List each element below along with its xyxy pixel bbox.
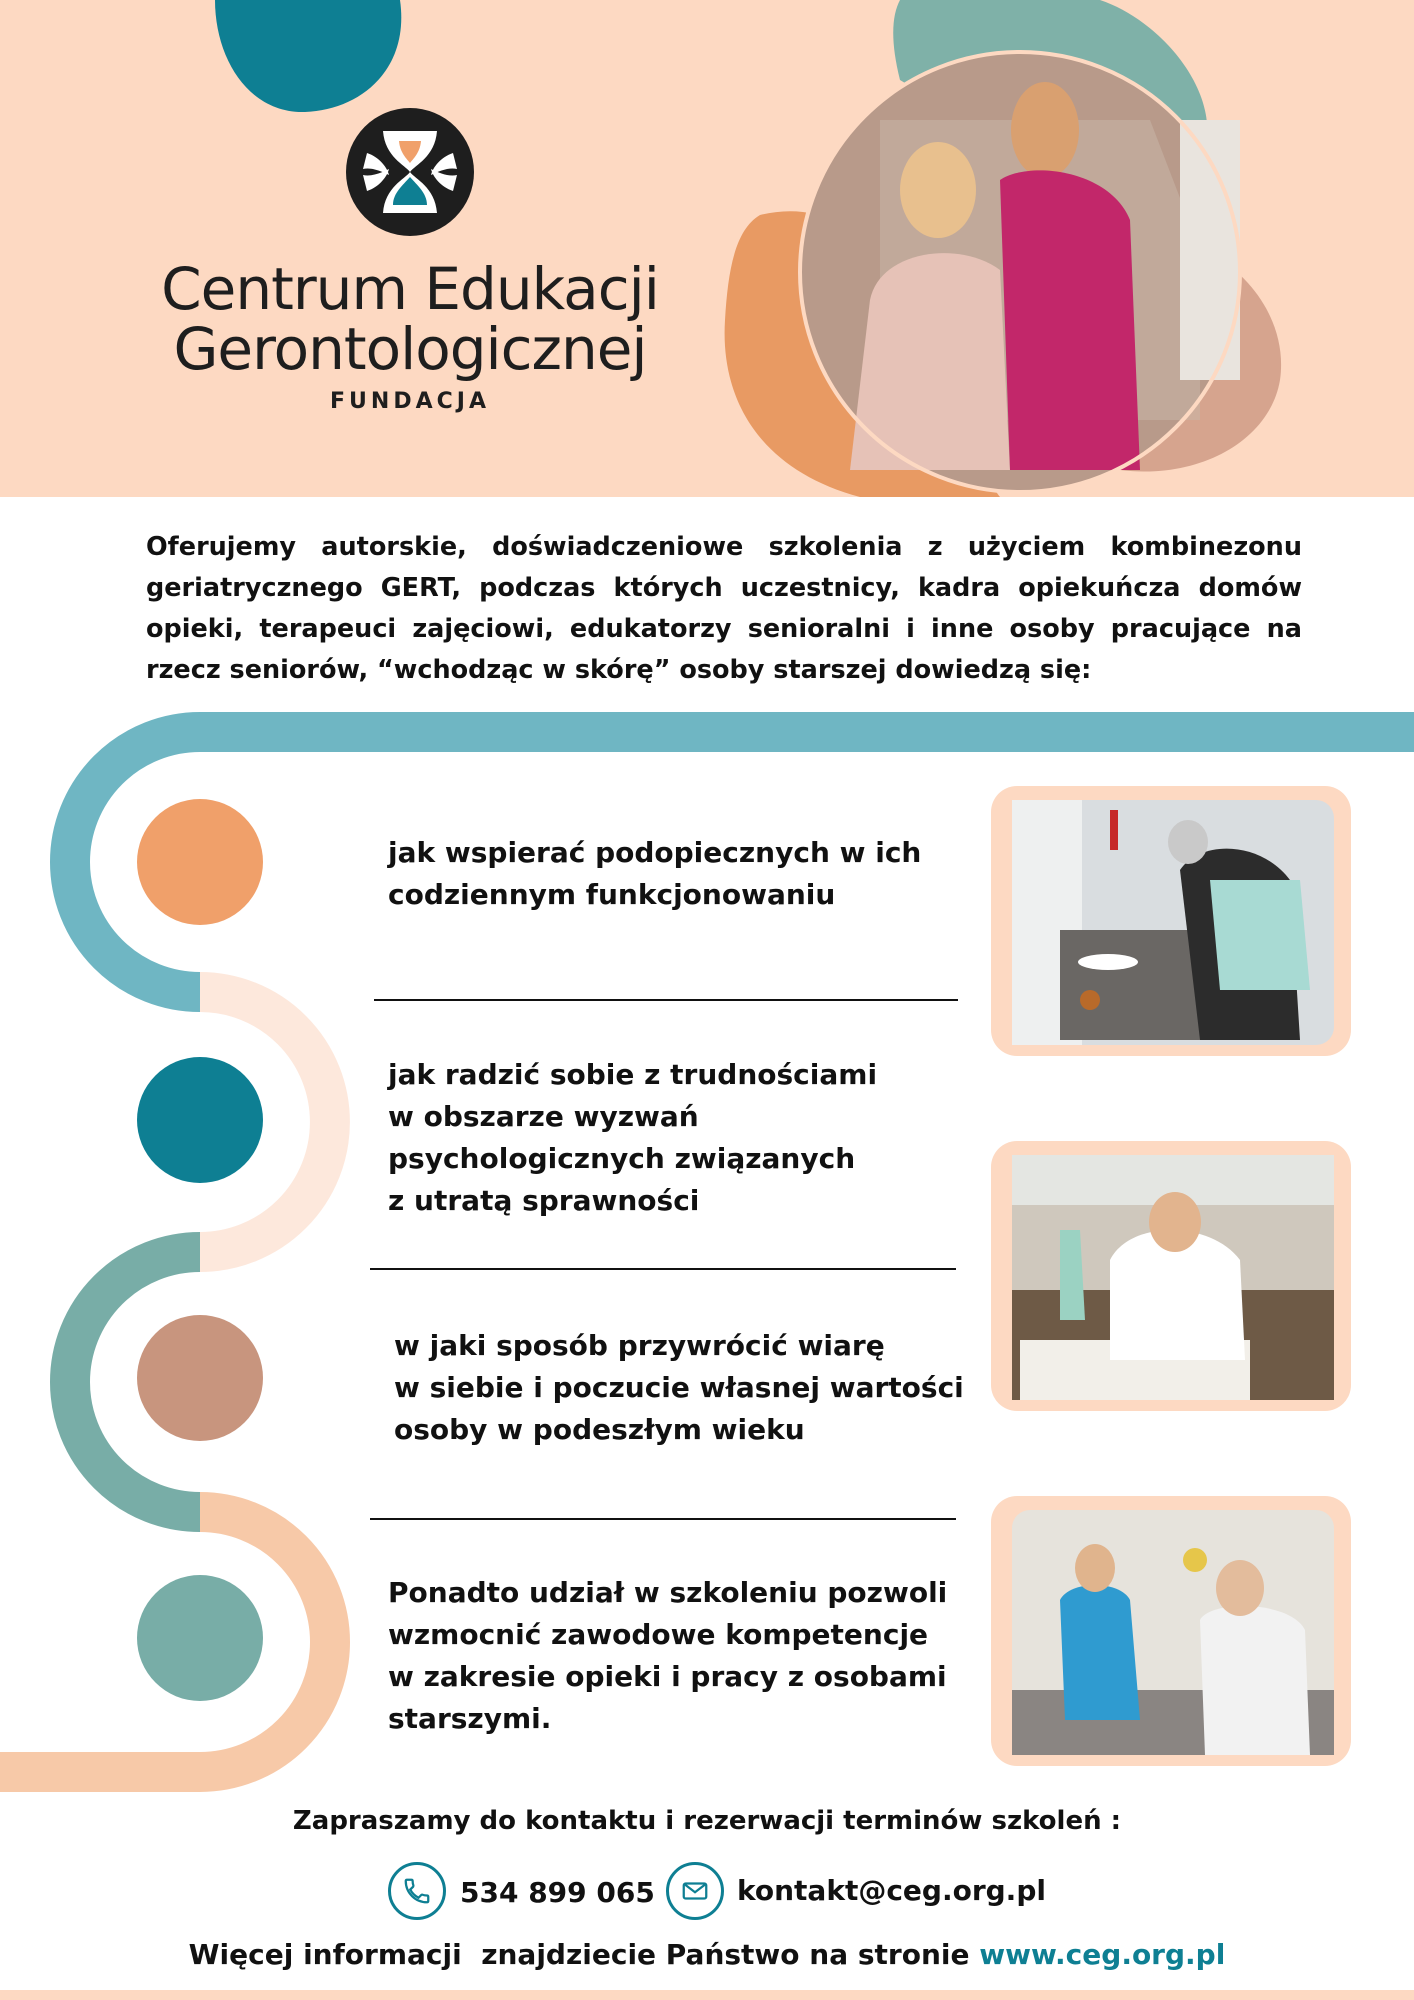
- item-divider-3: [370, 1518, 956, 1520]
- website-link[interactable]: www.ceg.org.pl: [979, 1938, 1226, 1971]
- email-address[interactable]: kontakt@ceg.org.pl: [737, 1874, 1046, 1907]
- brand-logo: [150, 105, 670, 414]
- item-divider-1: [374, 999, 958, 1001]
- bullet-1: [137, 799, 263, 925]
- benefit-1-line: codziennym funkcjonowaniu: [388, 878, 836, 911]
- top-teal-bar: [200, 712, 1414, 752]
- benefit-1-line: jak wspierać podopiecznych w ich: [388, 836, 922, 869]
- bullet-4: [137, 1575, 263, 1701]
- benefit-4-line: w zakresie opieki i pracy z osobami: [388, 1660, 947, 1693]
- bottom-peach-bar: [0, 1752, 200, 1792]
- hourglass-emblem-icon: [343, 105, 477, 239]
- phone-icon[interactable]: [388, 1862, 446, 1920]
- benefit-item-4: [388, 1572, 968, 1740]
- item-divider-2: [370, 1268, 956, 1270]
- benefit-item-1: [388, 832, 948, 916]
- benefit-3-line: w jaki sposób przywrócić wiarę: [394, 1329, 885, 1362]
- benefit-2-line: w obszarze wyzwań: [388, 1100, 699, 1133]
- benefit-4-line: wzmocnić zawodowe kompetencje: [388, 1618, 929, 1651]
- more-info-line: [0, 1938, 1414, 1971]
- benefit-2-line: jak radzić sobie z trudnościami: [388, 1058, 878, 1091]
- contact-row: [388, 1858, 1088, 1928]
- contact-cta: Zapraszamy do kontaktu i rezerwacji terminów szkoleń :: [292, 1806, 1122, 1836]
- brand-name-line1: Centrum Edukacji: [161, 255, 659, 323]
- benefit-item-2: [388, 1054, 948, 1222]
- benefit-2-line: psychologicznych związanych: [388, 1142, 856, 1175]
- benefit-3-line: w siebie i poczucie własnej wartości: [394, 1371, 964, 1404]
- intro-paragraph: Oferujemy autorskie, doświadczeniowe szkolenia z użyciem kombinezonu geriatrycznego GERT, podczas których uczestnicy, kadra opiekuńcza domów opieki, terapeuci zajęciowi, edukatorzy senioralni i inne osoby pracujące na rzecz seniorów, “wchodząc w skórę” osoby starszej dowiedzą się:: [146, 532, 1302, 685]
- benefit-4-line: Ponadto udział w szkoleniu pozwoli: [388, 1576, 948, 1609]
- training-photo-3: [1012, 1510, 1334, 1755]
- bottom-bar: [0, 1990, 1414, 2000]
- envelope-icon[interactable]: [666, 1862, 724, 1920]
- benefit-item-3: [394, 1325, 974, 1451]
- benefit-3-line: osoby w podeszłym wieku: [394, 1413, 805, 1446]
- brand-name-line2: Gerontologicznej: [173, 315, 647, 383]
- teal-blob: [215, 0, 401, 112]
- benefit-4-line: starszymi.: [388, 1702, 552, 1735]
- brand-subtitle: FUNDACJA: [330, 389, 490, 414]
- bullet-2: [137, 1057, 263, 1183]
- phone-number[interactable]: 534 899 065: [460, 1876, 655, 1909]
- bullet-3: [137, 1315, 263, 1441]
- training-photo-2: [1012, 1155, 1334, 1400]
- benefit-2-line: z utratą sprawności: [388, 1184, 700, 1217]
- more-info-text: Więcej informacji znajdziecie Państwo na stronie: [188, 1938, 980, 1971]
- training-photo-1: [1012, 800, 1334, 1045]
